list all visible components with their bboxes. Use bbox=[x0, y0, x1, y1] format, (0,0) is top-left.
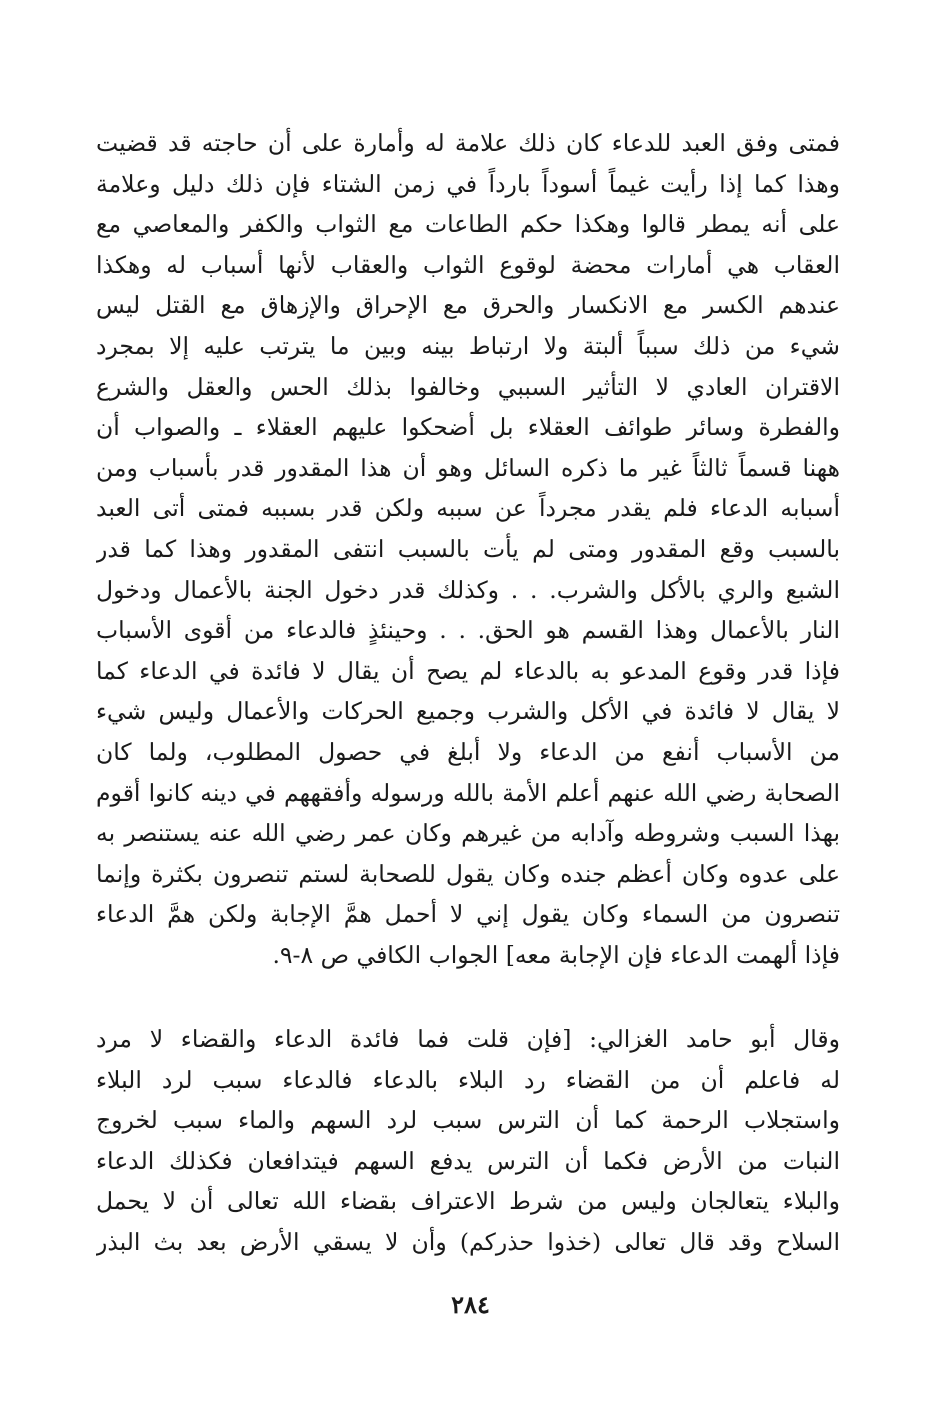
text-line: الصحابة رضي الله عنهم أعلم الأمة بالله ورسوله وأفقههم في دينه كانوا أقوم bbox=[96, 778, 840, 807]
text-line: أسبابه الدعاء فلم يقدر مجرداً عن سببه ولكن قدر بسببه فمتى أتى العبد bbox=[96, 494, 840, 523]
text-line: على أنه يمطر قالوا وهكذا حكم الطاعات مع الثواب والكفر والمعاصي مع bbox=[96, 210, 840, 239]
text-line: وقال أبو حامد الغزالي: [فإن قلت فما فائدة الدعاء والقضاء لا مرد bbox=[96, 1025, 840, 1053]
paragraph-ghazali-quote bbox=[96, 1019, 840, 1263]
text-line: له فاعلم أن من القضاء رد البلاء بالدعاء فالدعاء سبب لرد البلاء bbox=[96, 1065, 840, 1094]
text-line: شيء من ذلك سبباً ألبتة ولا ارتباط بينه وبين ما يترتب عليه إلا بمجرد bbox=[96, 331, 840, 360]
text-line: لا يقال لا فائدة في الأكل والشرب وجميع الحركات والأعمال وليس شيء bbox=[96, 697, 840, 726]
page-number: ٢٨٤ bbox=[451, 1290, 490, 1319]
text-line: عندهم الكسر مع الانكسار والحرق مع الإحراق والإزهاق مع القتل ليس bbox=[96, 291, 840, 320]
text-line: تنصرون من السماء وكان يقول إني لا أحمل همَّ الإجابة ولكن همَّ الدعاء bbox=[96, 900, 840, 929]
text-line: فإذا قدر وقوع المدعو به بالدعاء لم يصح أن يقال لا فائدة في الدعاء كما bbox=[96, 656, 840, 685]
text-line: والبلاء يتعالجان وليس من شرط الاعتراف بقضاء الله تعالى أن لا يحمل bbox=[96, 1187, 840, 1216]
text-line: فمتى وفق العبد للدعاء كان ذلك علامة له وأمارة على أن حاجته قد قضيت bbox=[96, 129, 840, 157]
text-line: بهذا السبب وشروطه وآدابه من غيرهم وكان عمر رضي الله عنه يستنصر به bbox=[96, 819, 840, 848]
text-line: ههنا قسماً ثالثاً غير ما ذكره السائل وهو أن هذا المقدور قدر بأسباب ومن bbox=[96, 453, 840, 482]
text-line: واستجلاب الرحمة كما أن الترس سبب لرد السهم والماء سبب لخروج bbox=[96, 1106, 840, 1135]
text-line: من الأسباب أنفع من الدعاء ولا أبلغ في حصول المطلوب، ولما كان bbox=[96, 737, 840, 766]
text-line: بالسبب وقع المقدور ومتى لم يأت بالسبب انتفى المقدور وهذا كما قدر bbox=[96, 534, 840, 563]
paragraph-ibn-qayyim-quote bbox=[96, 123, 840, 975]
text-line: النبات من الأرض فكما أن الترس يدفع السهم فيتدافعان فكذلك الدعاء bbox=[96, 1146, 840, 1175]
text-line: والفطرة وسائر طوائف العقلاء بل أضحكوا عليهم العقلاء ـ والصواب أن bbox=[96, 413, 840, 442]
text-line: العقاب هي أمارات محضة لوقوع الثواب والعقاب لأنها أسباب له وهكذا bbox=[96, 250, 840, 279]
text-line-last: فإذا ألهمت الدعاء فإن الإجابة معه] الجواب الكافي ص ٨-٩. bbox=[272, 940, 840, 969]
text-line: النار بالأعمال وهذا القسم هو الحق. . . وحينئذٍ فالدعاء من أقوى الأسباب bbox=[96, 616, 840, 645]
text-line: السلاح وقد قال تعالى (خذوا حذركم) وأن لا يسقي الأرض بعد بث البذر bbox=[96, 1227, 840, 1256]
text-line: وهذا كما إذا رأيت غيماً أسوداً بارداً في زمن الشتاء فإن ذلك دليل وعلامة bbox=[96, 169, 840, 198]
text-line: الاقتران العادي لا التأثير السببي وخالفوا بذلك الحس والعقل والشرع bbox=[96, 372, 840, 401]
text-line: على عدوه وكان أعظم جنده وكان يقول للصحابة لستم تنصرون بكثرة وإنما bbox=[96, 859, 840, 888]
text-line: الشبع والري بالأكل والشرب. . . وكذلك قدر دخول الجنة بالأعمال ودخول bbox=[96, 575, 840, 604]
